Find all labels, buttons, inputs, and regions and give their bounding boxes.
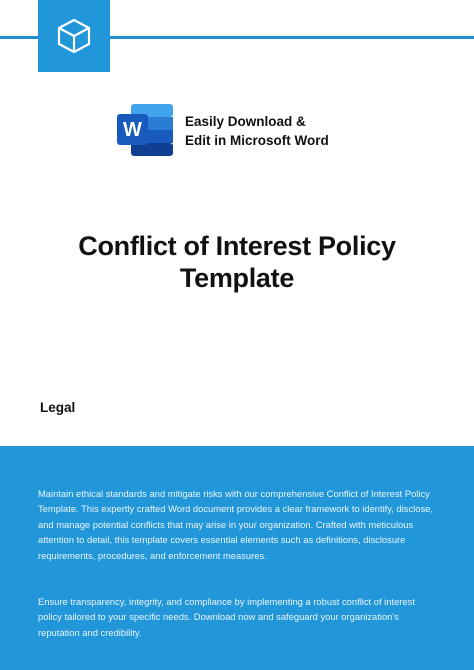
title-line-1: Conflict of Interest Policy [78,231,396,261]
word-download-note [185,112,329,150]
title-line-2: Template [179,263,295,293]
brand-logo[interactable] [38,0,110,72]
page-title [0,230,474,294]
description-paragraph-2: Ensure transparency, integrity, and compliance by implementing a robust conflict of interest policy tailored to your specific needs. Download now and safeguard your organization's reputation and credibility. [38,596,415,638]
category-label: Legal [40,400,76,415]
word-letter: W [123,119,142,141]
microsoft-word-icon [117,104,175,156]
description-paragraph-1: Maintain ethical standards and mitigate risks with our comprehensive Conflict of Interest Policy Template. This expertly crafted Word document provides a clear framework to identify, disclose, and manage potential conflicts that may arise in your organization. Crafted with meticulous attention to detail, this template covers essential elements such as definitions, disclosure requirements, procedures, and enforcement measures. [38,488,433,561]
cube-icon [54,16,94,56]
description-panel [0,446,474,670]
badge-line-2: Edit in Microsoft Word [185,133,329,148]
badge-line-1: Easily Download & [185,114,306,129]
